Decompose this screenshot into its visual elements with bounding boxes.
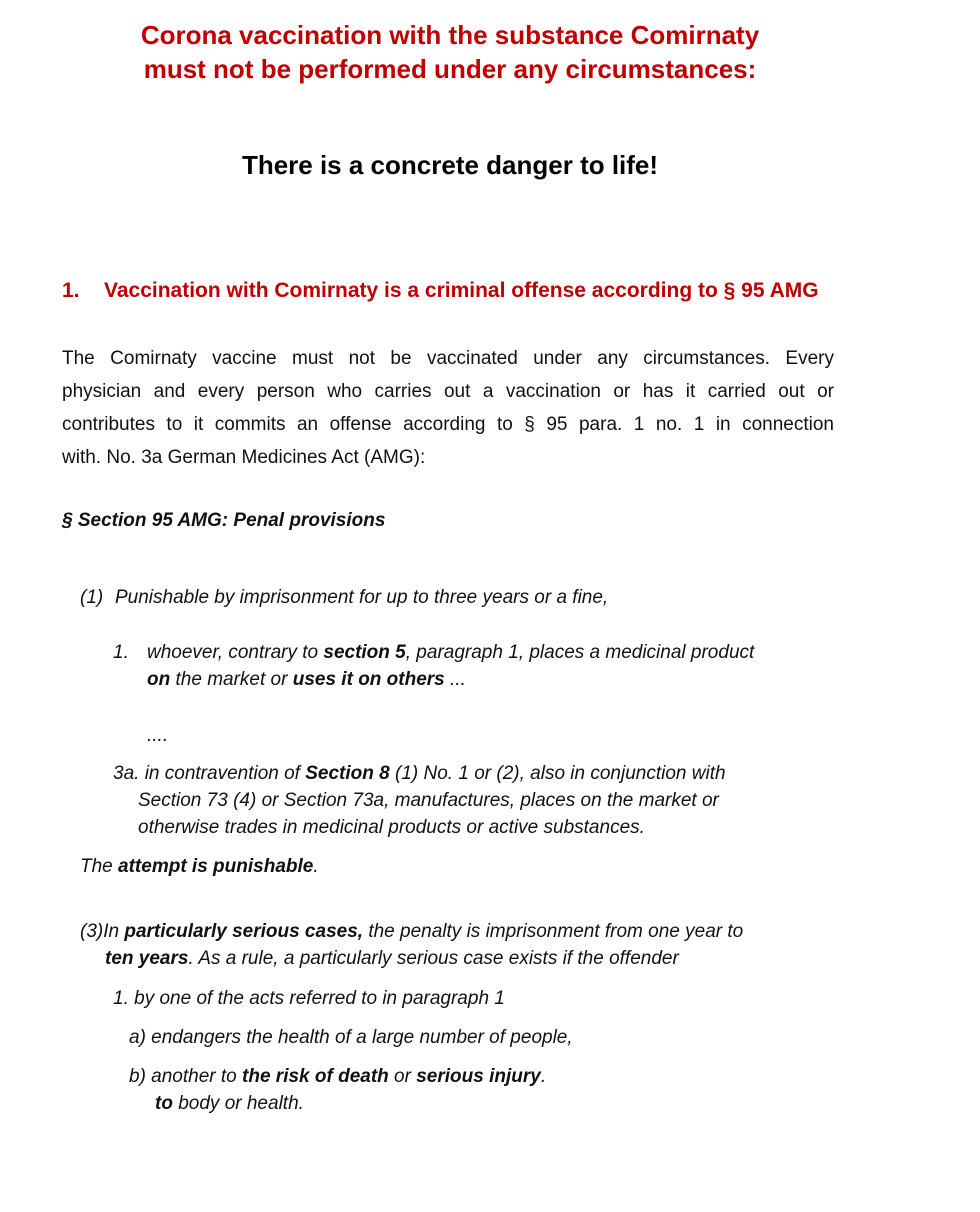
section-1-heading — [62, 279, 819, 303]
law-item-1-text: the market or — [170, 669, 293, 690]
law-paragraph-1-label: (1) — [80, 587, 104, 608]
document-title — [0, 18, 900, 86]
law-item-3a-text: 3a. in contravention of — [113, 763, 306, 784]
document-subtitle: There is a concrete danger to life! — [241, 150, 659, 180]
law-attempt-bold: attempt is punishable — [118, 856, 314, 877]
title-line-1: Corona vaccination with the substance Comirnaty — [140, 20, 760, 50]
law-paragraph-3-item-b — [129, 1063, 546, 1117]
law-paragraph-3-text: . As a rule, a particularly serious case exists if the offender — [188, 948, 679, 969]
law-paragraph-3-text: (3)In — [80, 921, 125, 942]
law-attempt-text: . — [313, 856, 319, 877]
law-item-1-text: ... — [444, 669, 466, 690]
section-1-paragraph — [62, 342, 834, 474]
law-paragraph-1 — [80, 584, 608, 611]
law-item-b-text: body or health. — [172, 1093, 304, 1114]
paragraph-line-4: with. No. 3a German Medicines Act (AMG): — [62, 447, 426, 468]
law-item-1-label: 1. — [113, 642, 129, 663]
law-item-3a-text: (1) No. 1 or (2), also in conjunction with — [389, 763, 726, 784]
law-paragraph-3 — [80, 918, 743, 972]
law-item-1-text: whoever, contrary to — [147, 642, 324, 663]
law-paragraph-3-item-1: 1. by one of the acts referred to in paragraph 1 — [113, 988, 505, 1009]
law-item-b-text: b) another to — [129, 1066, 243, 1087]
paragraph-line-2: physician and every person who carries out a vaccination or has it carried out or — [62, 381, 834, 402]
law-item-3a — [113, 760, 726, 841]
section-1-number: 1. — [62, 279, 80, 302]
law-paragraph-3-bold: particularly serious cases, — [124, 921, 364, 942]
law-item-1-bold-uses: uses it on others — [292, 669, 445, 690]
law-item-3a-line-2: Section 73 (4) or Section 73a, manufactures, places on the market or — [138, 790, 719, 811]
section-1-heading-text: Vaccination with Comirnaty is a criminal offense according to § 95 AMG — [104, 279, 819, 302]
law-ellipsis: .... — [147, 725, 169, 746]
law-item-1-bold-on: on — [147, 669, 171, 690]
law-item-1-bold-section: section 5 — [323, 642, 406, 663]
law-item-3a-line-3: otherwise trades in medicinal products or active substances. — [138, 817, 645, 838]
law-attempt — [80, 853, 319, 880]
law-paragraph-3-bold-years: ten years — [105, 948, 189, 969]
law-item-1-text: , paragraph 1, places a medicinal product — [405, 642, 755, 663]
paragraph-line-3: contributes to it commits an offense according to § 95 para. 1 no. 1 in connection — [62, 414, 834, 435]
title-line-2: must not be performed under any circumstances: — [143, 54, 757, 84]
law-attempt-text: The — [80, 856, 119, 877]
law-item-b-text: . — [540, 1066, 547, 1087]
law-item-b-text: or — [388, 1066, 417, 1087]
law-item-b-bold-to: to — [155, 1093, 173, 1114]
law-item-1 — [113, 639, 754, 693]
law-paragraph-3-text: the penalty is imprisonment from one year to — [363, 921, 744, 942]
law-item-3a-bold: Section 8 — [305, 763, 390, 784]
law-item-b-bold-injury: serious injury — [416, 1066, 541, 1087]
paragraph-line-1: The Comirnaty vaccine must not be vaccinated under any circumstances. Every — [62, 348, 834, 369]
law-paragraph-1-text: Punishable by imprisonment for up to three years or a fine, — [115, 587, 609, 608]
law-paragraph-3-item-a: a) endangers the health of a large number of people, — [129, 1027, 573, 1048]
law-item-b-bold-death: the risk of death — [242, 1066, 389, 1087]
law-heading: § Section 95 AMG: Penal provisions — [62, 510, 386, 531]
